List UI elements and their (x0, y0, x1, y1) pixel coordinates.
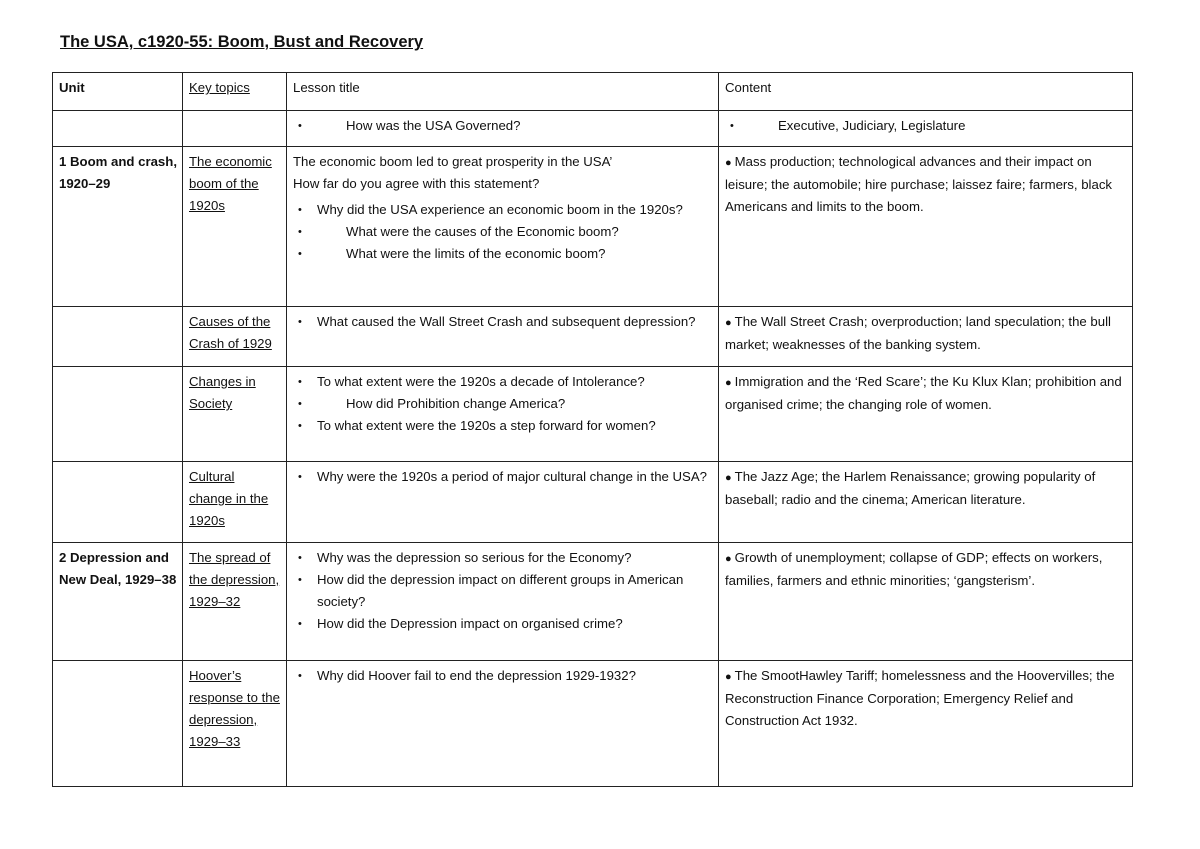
table-row (53, 307, 1133, 367)
bullet-icon: ● (725, 377, 732, 389)
unit-cell (53, 661, 183, 787)
header-unit: Unit (53, 73, 183, 111)
lesson-cell (287, 543, 719, 661)
table-row (53, 111, 1133, 147)
lesson-cell (287, 307, 719, 367)
document-title: The USA, c1920-55: Boom, Bust and Recovery (60, 33, 424, 51)
lesson-bullet: • What were the causes of the Economic boom? (293, 221, 713, 243)
lesson-bullet: • To what extent were the 1920s a step forward for women? (293, 415, 713, 437)
content-cell (719, 111, 1133, 147)
lesson-bullet: • Why was the depression so serious for the Economy? (293, 547, 713, 569)
lesson-bullet: • How did the depression impact on different groups in American society? (293, 569, 713, 613)
content-text: Immigration and the ‘Red Scare’; the Ku Klux Klan; prohibition and organised crime; the changing role of women. (725, 374, 1122, 412)
unit-cell (53, 367, 183, 462)
content-text: The SmootHawley Tariff; homelessness and the Hoovervilles; the Reconstruction Finance Corporation; Emergency Relief and Construction Act 1932. (725, 668, 1115, 728)
curriculum-table (52, 72, 1133, 787)
lesson-bullet: • Why were the 1920s a period of major cultural change in the USA? (293, 466, 713, 488)
header-row (53, 73, 1133, 111)
content-cell (719, 661, 1133, 787)
table-row (53, 543, 1133, 661)
unit-cell (53, 462, 183, 543)
table-row (53, 147, 1133, 307)
bullet-icon: ● (725, 317, 732, 329)
topic-cell: The economic boom of the 1920s (183, 147, 287, 307)
topic-cell: Causes of the Crash of 1929 (183, 307, 287, 367)
lesson-intro: The economic boom led to great prosperity in the USA’ (293, 154, 613, 169)
header-key-topics: Key topics (183, 73, 287, 111)
header-lesson-title: Lesson title (287, 73, 719, 111)
lesson-cell (287, 462, 719, 543)
lesson-intro: How far do you agree with this statement? (293, 176, 540, 191)
header-content: Content (719, 73, 1133, 111)
content-text: Mass production; technological advances and their impact on leisure; the automobile; hire purchase; laissez faire; farmers, black Americans and limits to the boom. (725, 154, 1113, 214)
content-cell (719, 543, 1133, 661)
content-cell (719, 147, 1133, 307)
unit-cell: 2 Depression and New Deal, 1929–38 (53, 543, 183, 661)
lesson-cell (287, 147, 719, 307)
lesson-bullet: • Why did the USA experience an economic boom in the 1920s? (293, 199, 713, 221)
lesson-bullet: • Why did Hoover fail to end the depression 1929-1932? (293, 665, 713, 687)
lesson-bullet: • What were the limits of the economic boom? (293, 243, 713, 265)
table-row (53, 462, 1133, 543)
topic-cell (183, 111, 287, 147)
bullet-icon: ● (725, 553, 732, 565)
topic-cell: The spread of the depression, 1929–32 (183, 543, 287, 661)
content-bullet: • Executive, Judiciary, Legislature (725, 115, 1127, 137)
content-text: The Wall Street Crash; overproduction; land speculation; the bull market; weaknesses of the banking system. (725, 314, 1111, 352)
content-text: The Jazz Age; the Harlem Renaissance; growing popularity of baseball; radio and the cinema; American literature. (725, 469, 1096, 507)
topic-cell: Hoover’s response to the depression, 1929–33 (183, 661, 287, 787)
topic-cell: Changes in Society (183, 367, 287, 462)
table-row (53, 367, 1133, 462)
unit-cell (53, 111, 183, 147)
table-row (53, 661, 1133, 787)
content-text: Growth of unemployment; collapse of GDP; effects on workers, families, farmers and ethnic minorities; ‘gangsterism’. (725, 550, 1103, 588)
lesson-bullet: • How did Prohibition change America? (293, 393, 713, 415)
lesson-bullet: • What caused the Wall Street Crash and subsequent depression? (293, 311, 713, 333)
content-cell (719, 367, 1133, 462)
bullet-icon: ● (725, 671, 732, 683)
unit-cell: 1 Boom and crash, 1920–29 (53, 147, 183, 307)
lesson-cell (287, 661, 719, 787)
lesson-bullet: • How was the USA Governed? (293, 115, 713, 137)
content-cell (719, 462, 1133, 543)
bullet-icon: ● (725, 472, 732, 484)
content-cell (719, 307, 1133, 367)
unit-cell (53, 307, 183, 367)
lesson-bullet: • To what extent were the 1920s a decade of Intolerance? (293, 371, 713, 393)
lesson-cell (287, 111, 719, 147)
bullet-icon: ● (725, 157, 732, 169)
topic-cell: Cultural change in the 1920s (183, 462, 287, 543)
lesson-bullet: • How did the Depression impact on organised crime? (293, 613, 713, 635)
lesson-cell (287, 367, 719, 462)
